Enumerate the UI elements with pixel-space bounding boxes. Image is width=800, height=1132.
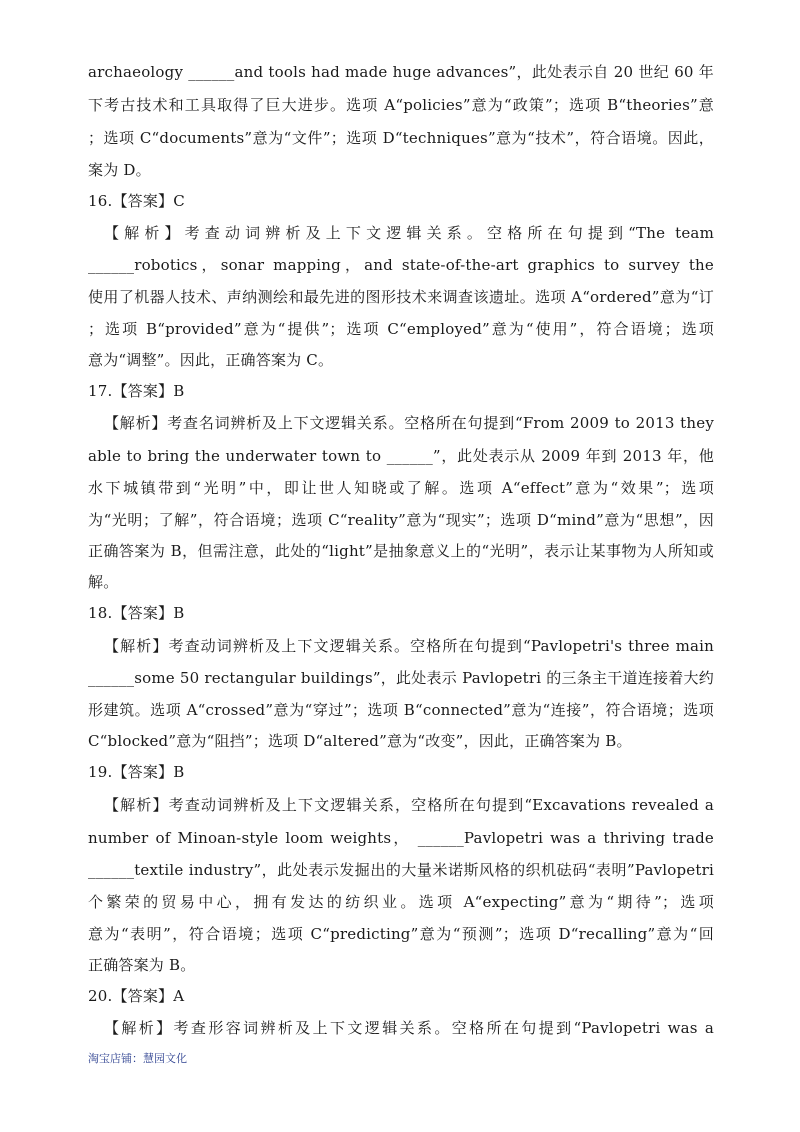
paragraph-line: 形建筑。选项 A“crossed”意为“穿过”；选项 B“connected”意为“连接”，符合语境；选项 xyxy=(88,701,714,719)
paragraph-line: ______robotics，sonar mapping，and state-of-the-art graphics to survey the xyxy=(88,256,714,274)
paragraph-line: 【解析】考查形容词辨析及上下文逻辑关系。空格所在句提到“Pavlopetri was a xyxy=(104,1019,714,1037)
paragraph-line: 个繁荣的贸易中心，拥有发达的纺织业。选项 A“expecting”意为“期待”；选项 xyxy=(88,893,714,911)
paragraph-line: ______textile industry”，此处表示发掘出的大量米诺斯风格的织机砝码“表明”Pavlopetri xyxy=(88,861,714,879)
paragraph-line: 意为“调整”。因此，正确答案为 C。 xyxy=(88,351,334,369)
answer-heading: 17.【答案】B xyxy=(88,382,185,400)
paragraph-line: C“blocked”意为“阻挡”；选项 D“altered”意为“改变”，因此，正确答案为 B。 xyxy=(88,732,632,750)
answer-heading: 19.【答案】B xyxy=(88,763,185,781)
paragraph-line: 下考古技术和工具取得了巨大进步。选项 A“policies”意为“政策”；选项 B“theories”意 xyxy=(88,96,714,114)
paragraph-line: ；选项 C“documents”意为“文件”；选项 D“techniques”意为“技术”，符合语境。因此， xyxy=(88,129,714,147)
paragraph-line: 水下城镇带到“光明”中，即让世人知晓或了解。选项 A“effect”意为“效果”；选项 xyxy=(88,479,714,497)
paragraph-line: 使用了机器人技术、声纳测绘和最先进的图形技术来调查该遗址。选项 A“ordered”意为“订 xyxy=(88,288,714,306)
paragraph-line: ______some 50 rectangular buildings”，此处表示 Pavlopetri 的三条主干道连接着大约 xyxy=(88,669,714,687)
paragraph-line: 【解析】考查动词辨析及上下文逻辑关系，空格所在句提到“Excavations revealed a xyxy=(104,796,714,814)
paragraph-line: 正确答案为 B。 xyxy=(88,956,196,974)
paragraph-line: 【解析】考查动词辨析及上下文逻辑关系。空格所在句提到“The team xyxy=(104,224,714,242)
answer-heading: 18.【答案】B xyxy=(88,604,185,622)
paragraph-line: 案为 D。 xyxy=(88,161,151,179)
paragraph-line: able to bring the underwater town to ______”，此处表示从 2009 年到 2013 年，他 xyxy=(88,447,714,465)
paragraph-line: 【解析】考查动词辨析及上下文逻辑关系。空格所在句提到“Pavlopetri's three main xyxy=(104,637,714,655)
paragraph-line: 解。 xyxy=(88,573,119,591)
paragraph-line: 为“光明；了解”，符合语境；选项 C“reality”意为“现实”；选项 D“mind”意为“思想”，因 xyxy=(88,511,714,529)
answer-heading: 20.【答案】A xyxy=(88,987,185,1005)
paragraph-line: archaeology ______and tools had made huge advances”，此处表示自 20 世纪 60 年 xyxy=(88,63,714,81)
shop-footer: 淘宝店铺：慧园文化 xyxy=(88,1052,187,1065)
paragraph-line: number of Minoan-style loom weights， ______Pavlopetri was a thriving trade xyxy=(88,829,714,847)
paragraph-line: ；选项 B“provided”意为“提供”；选项 C“employed”意为“使用”，符合语境；选项 xyxy=(88,320,714,338)
paragraph-line: 正确答案为 B，但需注意，此处的“light”是抽象意义上的“光明”，表示让某事物为人所知或 xyxy=(88,542,714,560)
paragraph-line: 意为“表明”，符合语境；选项 C“predicting”意为“预测”；选项 D“recalling”意为“回 xyxy=(88,925,714,943)
paragraph-line: 【解析】考查名词辨析及上下文逻辑关系。空格所在句提到“From 2009 to 2013 they xyxy=(104,414,714,432)
answer-heading: 16.【答案】C xyxy=(88,192,185,210)
